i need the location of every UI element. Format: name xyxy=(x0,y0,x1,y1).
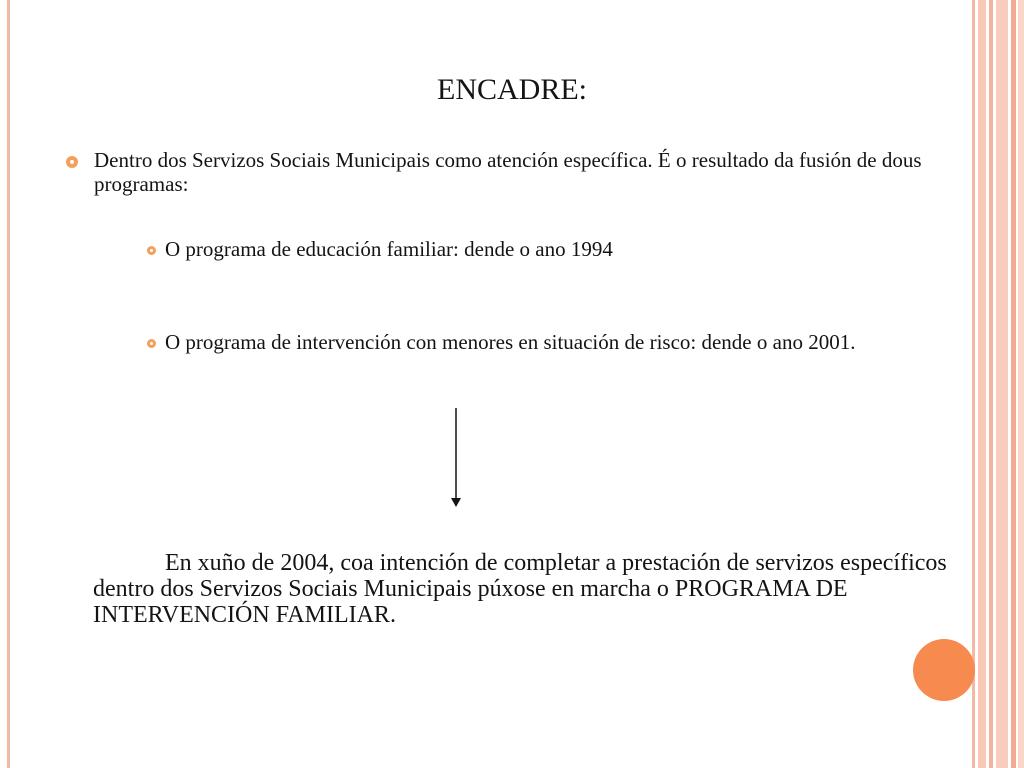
stripe xyxy=(996,0,1008,768)
circle-bullet-icon xyxy=(66,156,78,168)
stripe xyxy=(978,0,986,768)
stripe xyxy=(1011,0,1016,768)
right-decorative-stripes xyxy=(972,0,1024,768)
stripe xyxy=(972,0,975,768)
sub-bullet-text: O programa de educación familiar: dende o ano 1994 xyxy=(165,237,613,261)
arrow-down-icon xyxy=(448,408,464,508)
bullet-item xyxy=(66,148,966,196)
sub-bullet-item xyxy=(147,237,927,261)
left-border-stripe xyxy=(7,0,10,768)
slide-title: ENCADRE: xyxy=(437,73,587,106)
sub-bullet-item xyxy=(147,330,927,354)
conclusion-paragraph: En xuño de 2004, coa intención de completar a prestación de servizos específicos dentro dos Servizos Sociais Municipais púxose en marcha o PROGRAMA DE INTERVENCIÓN FAMILIAR. xyxy=(93,550,947,628)
stripe xyxy=(1018,0,1024,768)
sub-bullet-text: O programa de intervención con menores en situación de risco: dende o ano 2001. xyxy=(165,330,856,354)
stripe xyxy=(989,0,993,768)
decorative-circle xyxy=(913,639,975,701)
circle-bullet-icon xyxy=(147,246,156,255)
bullet-text: Dentro dos Servizos Sociais Municipais como atención específica. É o resultado da fusión de dous programas: xyxy=(94,148,922,196)
circle-bullet-icon xyxy=(147,339,156,348)
